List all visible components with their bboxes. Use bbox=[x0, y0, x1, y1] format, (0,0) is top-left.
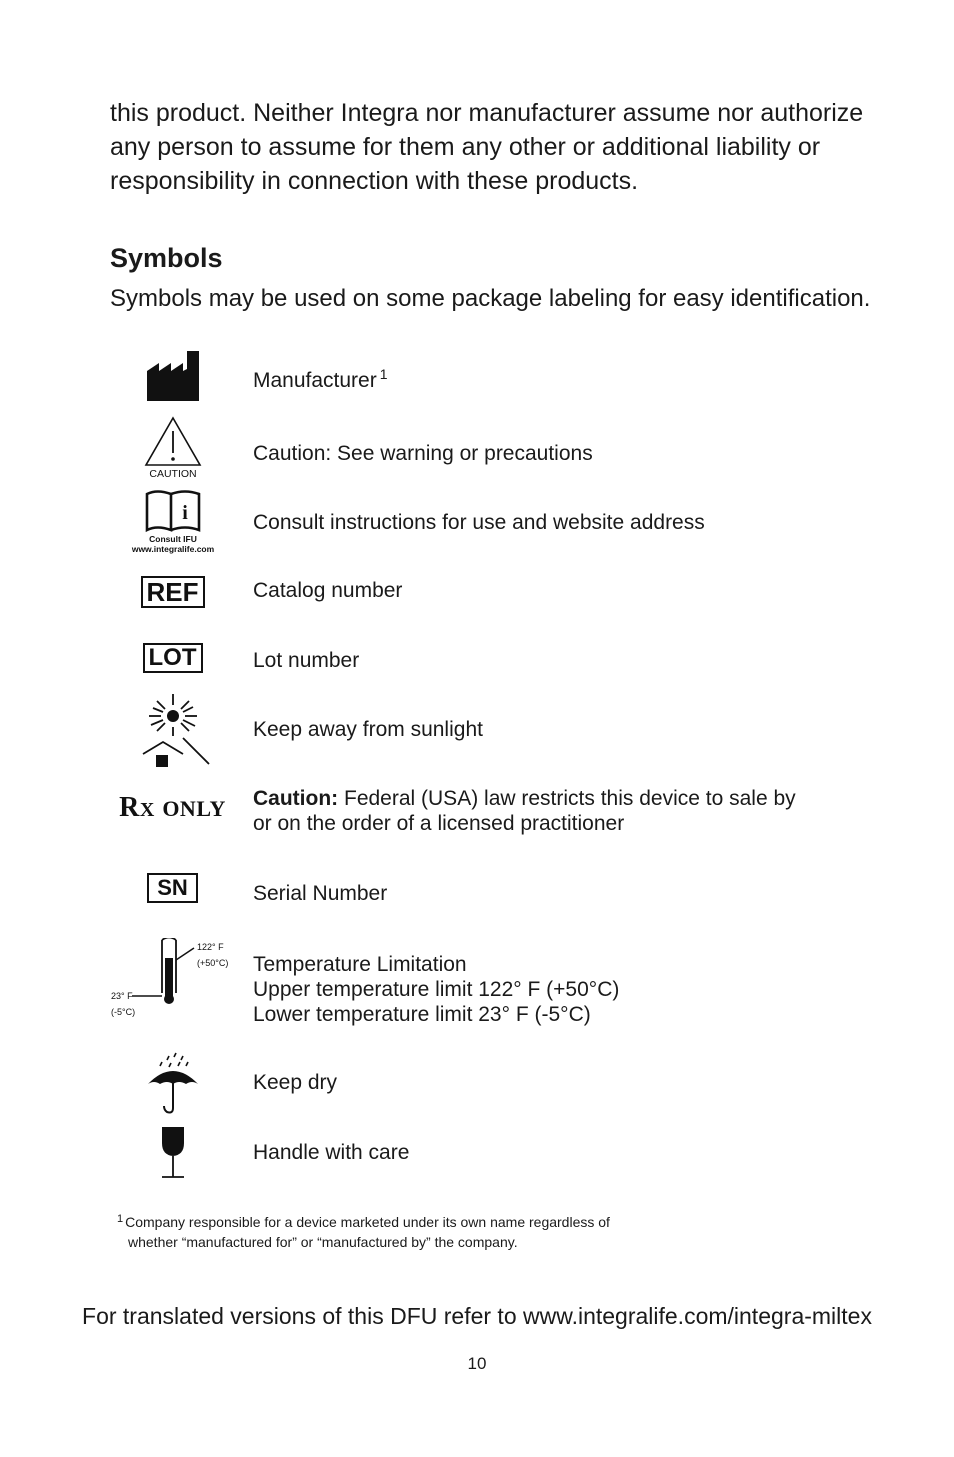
rx-r-text: R bbox=[119, 792, 140, 823]
rx-only-icon bbox=[100, 786, 245, 830]
svg-text:i: i bbox=[181, 502, 188, 524]
footnote-mark: 1 bbox=[117, 1213, 124, 1225]
serial-number-label: Serial Number bbox=[253, 882, 388, 905]
ref-box-icon: REF bbox=[141, 576, 205, 608]
factory-icon bbox=[100, 348, 245, 404]
temperature-label-line1: Temperature Limitation bbox=[253, 953, 467, 976]
manufacturer-footnote-mark: 1 bbox=[379, 366, 388, 382]
temperature-label-line3: Lower temperature limit 23° F (-5°C) bbox=[253, 1003, 591, 1026]
symbol-row-keep-dry bbox=[0, 1050, 954, 1116]
rx-caution-bold: Caution: bbox=[253, 787, 339, 810]
sn-box-icon: SN bbox=[147, 873, 198, 903]
caution-triangle-icon bbox=[100, 414, 245, 480]
lower-temp-f: 23° F bbox=[111, 991, 133, 1001]
consult-ifu-url-text: www.integralife.com bbox=[131, 544, 214, 554]
rx-x-text: X bbox=[139, 799, 155, 821]
lower-temp-c: (-5°C) bbox=[111, 1007, 136, 1017]
footnote-line1: Company responsible for a device marketed under its own name regardless of bbox=[125, 1214, 610, 1230]
rx-only-text: ONLY bbox=[162, 796, 226, 821]
keep-dry-label: Keep dry bbox=[253, 1071, 338, 1094]
consult-ifu-icon-text: Consult IFU bbox=[148, 534, 197, 544]
upper-temp-c: (+50°C) bbox=[197, 958, 229, 968]
caution-label: Caution: See warning or precautions bbox=[253, 442, 593, 465]
symbols-subheading: Symbols may be used on some package labeling for easy identification. bbox=[110, 285, 871, 312]
symbol-row-handle-with-care bbox=[0, 1124, 954, 1182]
catalog-number-label: Catalog number bbox=[253, 579, 403, 602]
sunlight-label: Keep away from sunlight bbox=[253, 718, 483, 741]
page-number: 10 bbox=[467, 1354, 487, 1373]
consult-ifu-label: Consult instructions for use and website address bbox=[253, 511, 705, 534]
symbol-row-temperature bbox=[0, 938, 954, 1028]
footnote-line2: whether “manufactured for” or “manufactured by” the company. bbox=[128, 1234, 518, 1250]
caution-icon-text: CAUTION bbox=[148, 468, 197, 479]
translated-versions-note: For translated versions of this DFU refer to www.integralife.com/integra-miltex bbox=[82, 1303, 872, 1329]
sunlight-icon bbox=[100, 692, 245, 772]
upper-temp-f: 122° F bbox=[197, 942, 224, 952]
thermometer-icon bbox=[108, 938, 243, 1029]
lot-box-icon: LOT bbox=[143, 643, 203, 673]
symbol-row-serial-number bbox=[0, 868, 954, 908]
umbrella-icon bbox=[100, 1050, 245, 1116]
symbol-row-ref bbox=[0, 572, 954, 612]
symbol-row-caution bbox=[0, 414, 954, 480]
symbol-row-lot bbox=[0, 640, 954, 676]
symbol-row-manufacturer bbox=[0, 348, 954, 404]
symbol-row-rx-only bbox=[0, 786, 954, 838]
symbol-row-sunlight bbox=[0, 692, 954, 772]
symbols-heading: Symbols bbox=[110, 243, 223, 273]
temperature-label-line2: Upper temperature limit 122° F (+50°C) bbox=[253, 978, 620, 1001]
handle-with-care-label: Handle with care bbox=[253, 1141, 410, 1164]
lot-number-label: Lot number bbox=[253, 649, 360, 672]
fragile-glass-icon bbox=[100, 1124, 245, 1182]
symbol-row-consult-ifu bbox=[0, 486, 954, 558]
footnote bbox=[117, 1212, 717, 1252]
manufacturer-label: Manufacturer bbox=[253, 369, 377, 392]
rx-only-label: Federal (USA) law restricts this device to sale by or on the order of a licensed practitioner bbox=[253, 787, 796, 835]
consult-ifu-book-icon bbox=[100, 486, 245, 558]
intro-paragraph: this product. Neither Integra nor manufacturer assume nor authorize any person to assume for them any other or additional liability or responsibility in connection with these products. bbox=[110, 99, 864, 195]
